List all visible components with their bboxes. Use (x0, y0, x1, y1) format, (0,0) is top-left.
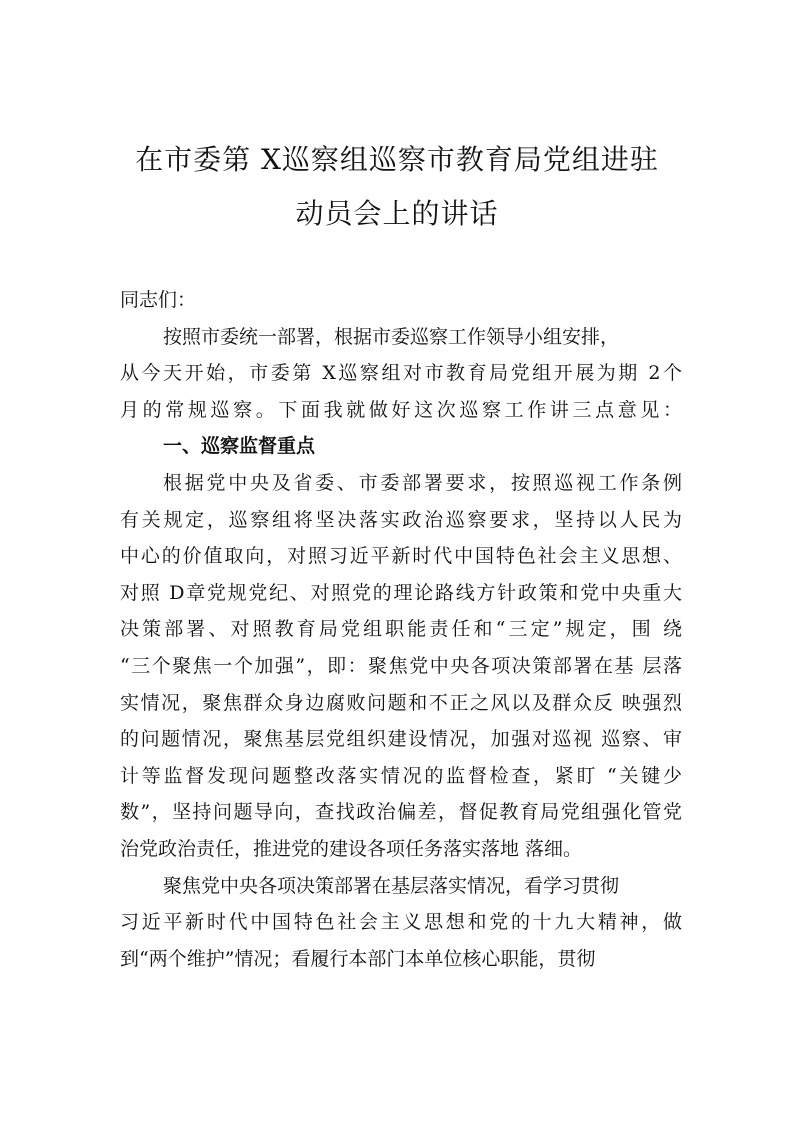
salutation: 同志们： (120, 289, 197, 311)
paragraph-line: 计等监督发现问题整改落实情况的监督检查，紧盯 “关键少 (120, 764, 682, 787)
section-heading: 一、巡察监督重点 (163, 435, 316, 458)
paragraph-line: 习近平新时代中国特色社会主义思想和党的十九大精神，做 (120, 911, 682, 934)
paragraph-line: 有关规定，巡察组将坚决落实政治巡察要求，坚持以人民为 (120, 508, 682, 531)
paragraph-line: 数”，坚持问题导向，查找政治偏差，督促教育局党组强化管党 (120, 801, 682, 824)
paragraph-line: 的问题情况，聚焦基层党组织建设情况，加强对巡视 巡察、审 (120, 728, 682, 751)
document-title-line-1: 在市委第 X巡察组巡察市教育局党组进驻 (135, 143, 659, 176)
document-title-line-2: 动员会上的讲话 (295, 197, 499, 230)
paragraph-line: 聚焦党中央各项决策部署在基层落实情况，看学习贯彻 (163, 874, 620, 897)
paragraph-line: 决策部署、对照教育局党组职能责任和“三定”规定，围 绕 (120, 618, 682, 641)
paragraph-line: 对照 D章党规党纪、对照党的理论路线方针政策和党中央重大 (120, 581, 682, 604)
paragraph-line: 实情况，聚焦群众身边腐败问题和不正之风以及群众反 映强烈 (120, 691, 682, 714)
paragraph-line: 到“两个维护”情况；看履行本部门本单位核心职能，贯彻 (120, 947, 596, 970)
paragraph-line: 从今天开始，市委第 X巡察组对市教育局党组开展为期 2个 (120, 362, 682, 385)
paragraph-line: 治党政治责任，推进党的建设各项任务落实落地 落细。 (120, 837, 583, 860)
document-body (120, 282, 682, 977)
paragraph-line: 中心的价值取向，对照习近平新时代中国特色社会主义思想、 (120, 545, 682, 568)
paragraph-line: 按照市委统一部署，根据市委巡察工作领导小组安排， (163, 325, 620, 348)
paragraph-line: 月的常规巡察。下面我就做好这次巡察工作讲三点意见： (120, 398, 682, 421)
paragraph-line: “三个聚焦一个加强”，即：聚焦党中央各项决策部署在基 层落 (120, 654, 682, 677)
paragraph-line: 根据党中央及省委、市委部署要求，按照巡视工作条例 (163, 471, 682, 494)
